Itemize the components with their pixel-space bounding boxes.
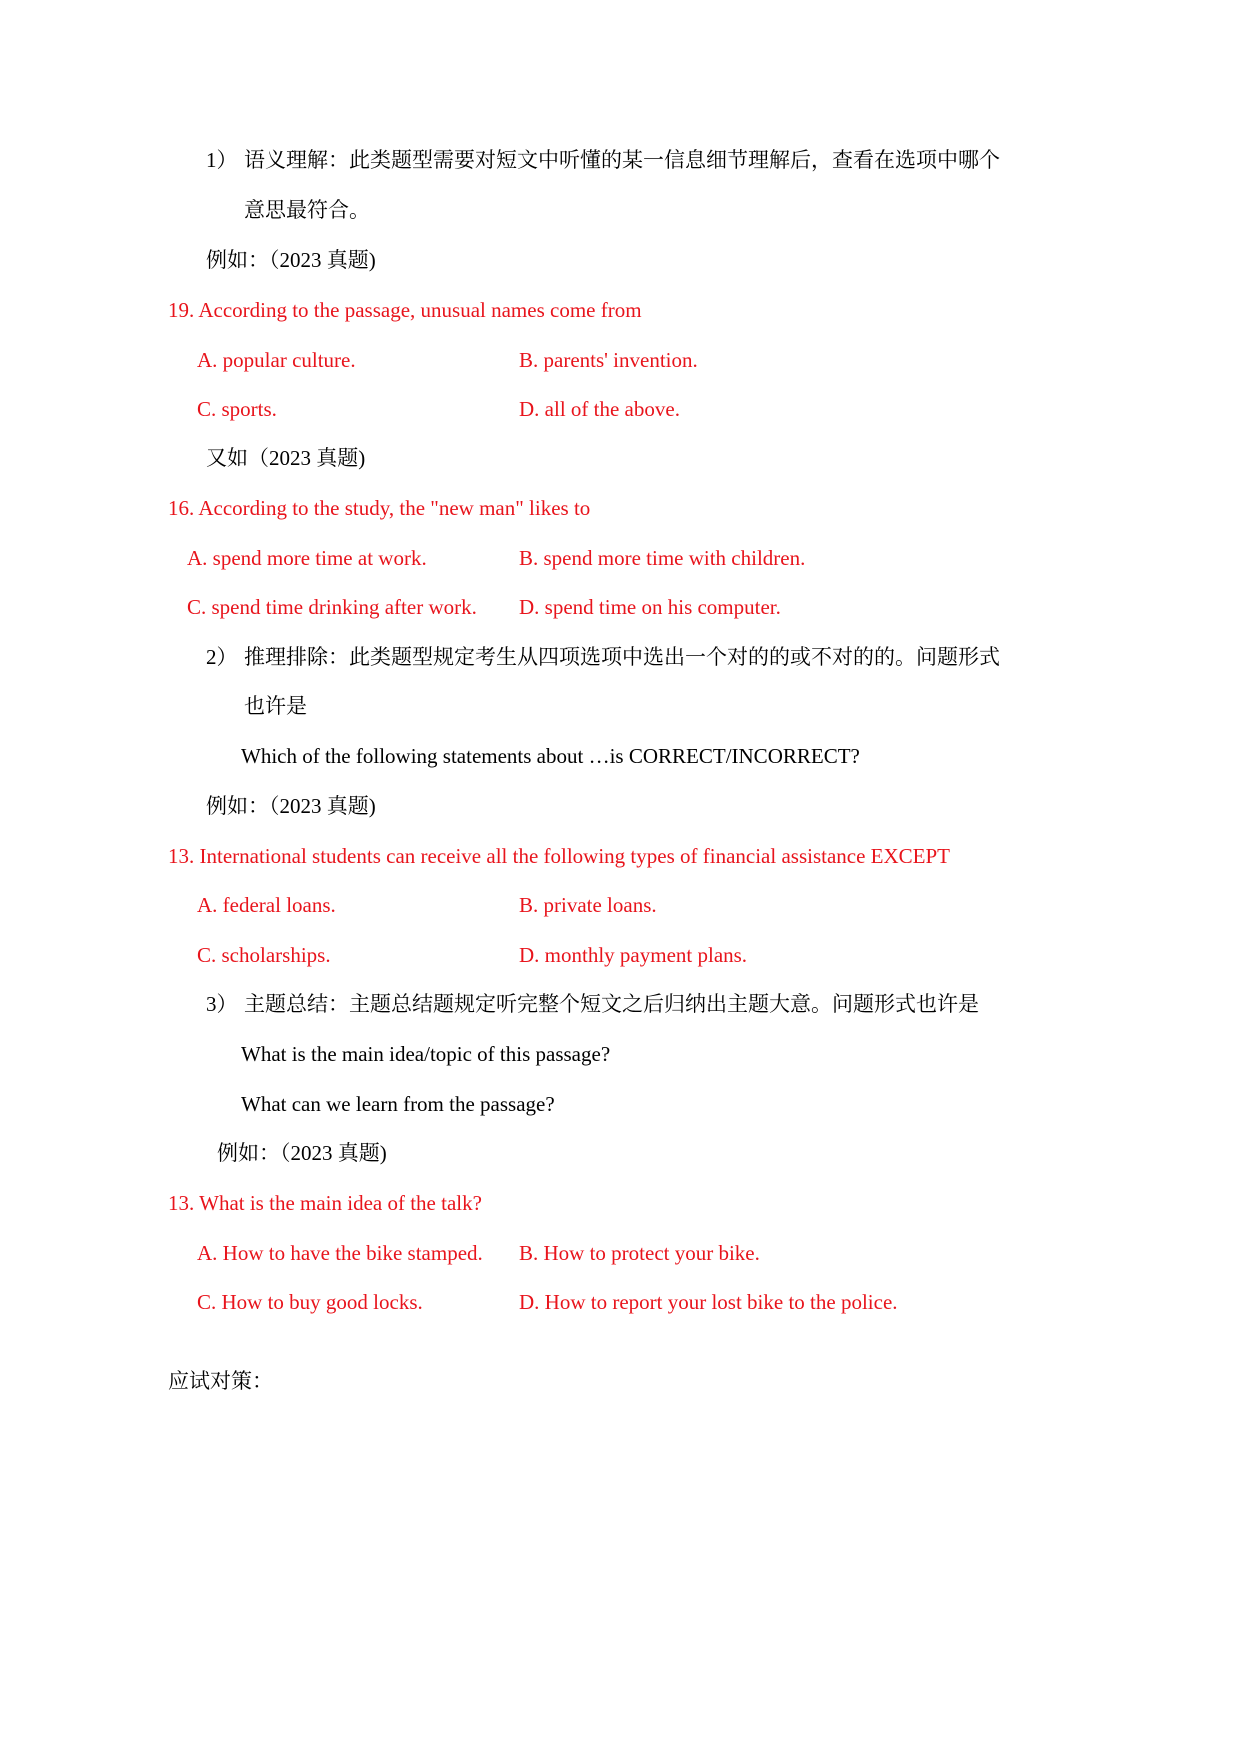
option-b: B. How to protect your bike.	[519, 1241, 760, 1265]
option-b: B. private loans.	[519, 893, 657, 917]
option-a: A. How to have the bike stamped.	[197, 1241, 483, 1265]
option-c: C. spend time drinking after work.	[187, 595, 477, 619]
question-form: Which of the following statements about …is CORRECT/INCORRECT?	[241, 744, 860, 768]
example-label: 例如：（2023 真题)	[206, 794, 376, 818]
option-d: D. all of the above.	[519, 397, 680, 421]
question-13: 13. International students can receive all the following types of financial assistance EXCEPT	[168, 844, 951, 868]
example-label-2: 又如（2023 真题)	[206, 446, 366, 470]
section-1-number: 1）	[206, 148, 238, 172]
option-d: D. How to report your lost bike to the police.	[519, 1290, 898, 1314]
question-form: What can we learn from the passage?	[241, 1092, 555, 1116]
question-form: What is the main idea/topic of this passage?	[241, 1042, 611, 1066]
section-3-heading	[206, 992, 979, 1016]
section-2-number: 2）	[206, 645, 238, 669]
section-2-heading	[206, 645, 1000, 669]
option-d: D. monthly payment plans.	[519, 943, 748, 967]
example-label: 例如：（2023 真题)	[217, 1141, 387, 1165]
question-19: 19. According to the passage, unusual names come from	[168, 298, 642, 322]
section-1-heading	[206, 148, 1000, 172]
option-d: D. spend time on his computer.	[519, 595, 781, 619]
option-b: B. spend more time with children.	[519, 546, 806, 570]
strategy-heading: 应试对策：	[168, 1369, 273, 1393]
section-1-title-cont: 意思最符合。	[244, 198, 370, 222]
section-2-title: 推理排除：此类题型规定考生从四项选项中选出一个对的的或不对的的。问题形式	[244, 645, 1000, 669]
option-c: C. sports.	[197, 397, 277, 421]
section-1-title: 语义理解：此类题型需要对短文中听懂的某一信息细节理解后，查看在选项中哪个	[244, 148, 1000, 172]
section-3-title: 主题总结：主题总结题规定听完整个短文之后归纳出主题大意。问题形式也许是	[244, 992, 979, 1016]
option-b: B. parents' invention.	[519, 348, 698, 372]
question-16: 16. According to the study, the "new man" likes to	[168, 496, 591, 520]
section-3-number: 3）	[206, 992, 238, 1016]
option-a: A. popular culture.	[197, 348, 356, 372]
option-c: C. scholarships.	[197, 943, 331, 967]
example-label: 例如：（2023 真题)	[206, 248, 376, 272]
option-a: A. spend more time at work.	[187, 546, 427, 570]
question-13-talk: 13. What is the main idea of the talk?	[168, 1191, 482, 1215]
option-c: C. How to buy good locks.	[197, 1290, 423, 1314]
option-a: A. federal loans.	[197, 893, 336, 917]
section-2-title-cont: 也许是	[244, 694, 307, 718]
